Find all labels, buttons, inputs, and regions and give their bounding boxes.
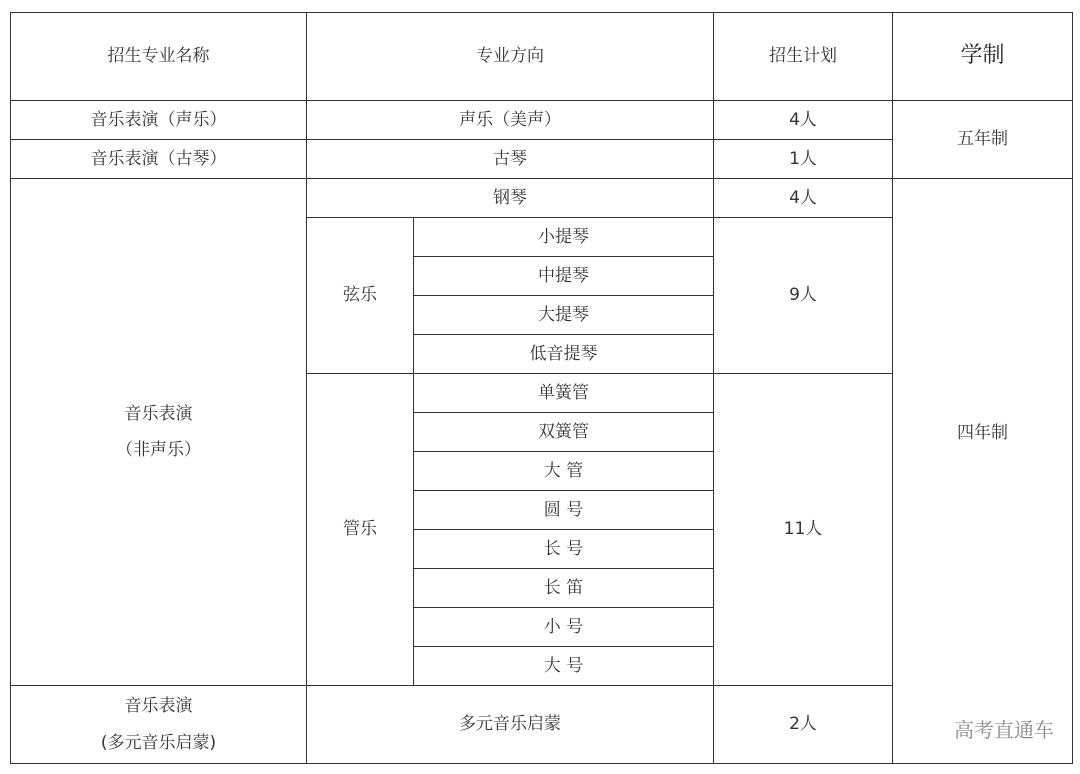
item-winds-5: 长 笛 <box>414 569 714 608</box>
plan-guqin: 1人 <box>714 140 893 179</box>
table-row <box>11 101 1073 140</box>
header-direction: 专业方向 <box>307 13 714 101</box>
plan-winds: 11人 <box>714 374 893 686</box>
plan-piano: 4人 <box>714 179 893 218</box>
header-row <box>11 13 1073 101</box>
item-strings-3: 低音提琴 <box>414 335 714 374</box>
major-instrumental <box>11 179 307 686</box>
item-winds-0: 单簧管 <box>414 374 714 413</box>
item-strings-2: 大提琴 <box>414 296 714 335</box>
group-strings: 弦乐 <box>307 218 414 374</box>
table-row <box>11 179 1073 218</box>
header-major-name: 招生专业名称 <box>11 13 307 101</box>
system-four-year <box>893 179 1073 764</box>
item-winds-4: 长 号 <box>414 530 714 569</box>
direction-multicultural: 多元音乐启蒙 <box>307 686 714 764</box>
item-winds-7: 大 号 <box>414 647 714 686</box>
major-vocal: 音乐表演（声乐） <box>11 101 307 140</box>
major-guqin: 音乐表演（古琴） <box>11 140 307 179</box>
item-strings-1: 中提琴 <box>414 257 714 296</box>
major-multicultural-line1: 音乐表演 <box>124 696 193 717</box>
direction-vocal: 声乐（美声） <box>307 101 714 140</box>
system-four-year-label: 四年制 <box>957 422 1008 443</box>
direction-piano: 钢琴 <box>307 179 714 218</box>
major-multicultural-line2: (多元音乐启蒙) <box>100 732 217 753</box>
major-instrumental-line2: （非声乐） <box>116 440 201 460</box>
system-five-year: 五年制 <box>893 101 1073 179</box>
major-multicultural <box>11 686 307 764</box>
item-strings-0: 小提琴 <box>414 218 714 257</box>
direction-guqin: 古琴 <box>307 140 714 179</box>
header-system: 学制 <box>893 13 1073 101</box>
plan-strings: 9人 <box>714 218 893 374</box>
major-instrumental-line1: 音乐表演 <box>124 403 193 424</box>
header-plan: 招生计划 <box>714 13 893 101</box>
watermark: 高考直通车 <box>954 718 1054 742</box>
group-winds: 管乐 <box>307 374 414 686</box>
plan-multicultural: 2人 <box>714 686 893 764</box>
item-winds-1: 双簧管 <box>414 413 714 452</box>
plan-vocal: 4人 <box>714 101 893 140</box>
enrollment-table <box>10 12 1073 764</box>
item-winds-3: 圆 号 <box>414 491 714 530</box>
item-winds-6: 小 号 <box>414 608 714 647</box>
item-winds-2: 大 管 <box>414 452 714 491</box>
